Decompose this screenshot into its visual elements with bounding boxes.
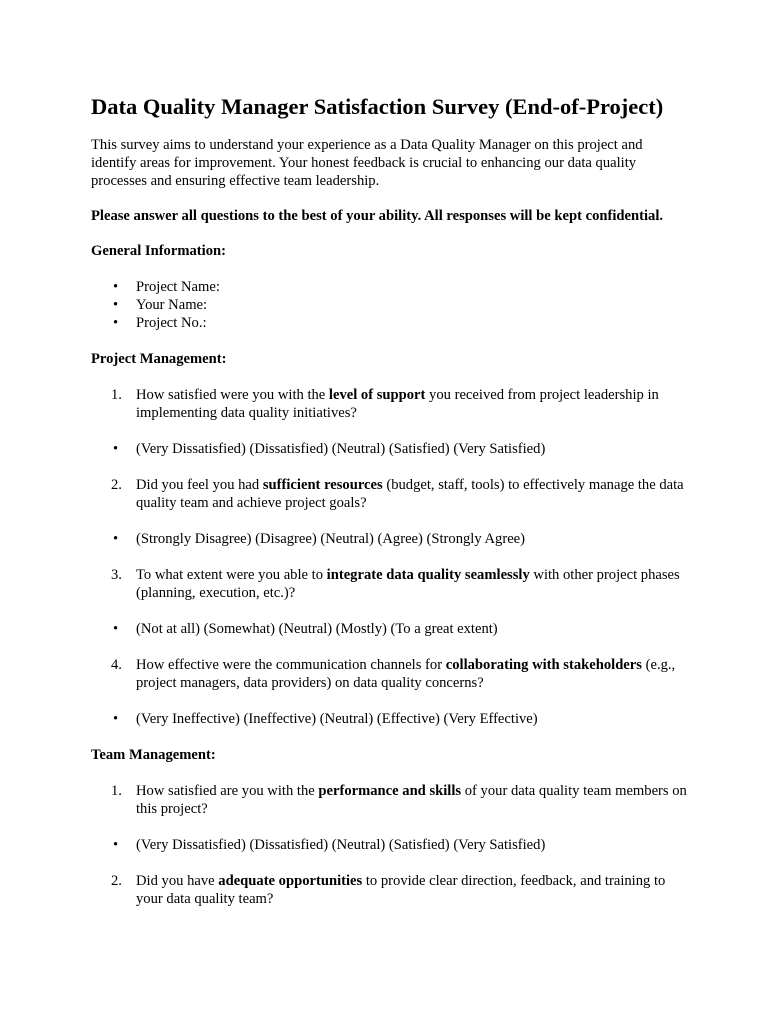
question-text-pre: Did you have [136,873,219,889]
general-info-list [91,278,691,332]
pm-question-2 [91,476,691,512]
question-text-pre: How satisfied were you with the [136,387,329,403]
question-text-post: of your data quality team members on this project? [136,783,687,817]
question-text-pre: How satisfied are you with the [136,783,319,799]
question-text-post: to provide clear direction, feedback, and training to your data quality team? [136,873,666,907]
question-text-bold: sufficient resources [262,477,383,493]
question-number: 1. [111,387,122,403]
question-text-post: you received from project leadership in implementing data quality initiatives? [136,387,659,421]
list-item-your-name: • Your Name: [91,296,691,314]
question-text-pre: How effective were the communication channels for [136,657,446,673]
pm-answer-options-4: • (Very Ineffective) (Ineffective) (Neutral) (Effective) (Very Effective) [91,710,691,728]
question-text-bold: performance and skills [318,783,462,799]
question-text-bold: integrate data quality seamlessly [326,567,530,583]
tm-question-1 [91,782,691,818]
section-heading-general: General Information: [91,243,226,259]
pm-question-3 [91,566,691,602]
document-content [91,93,691,926]
pm-answer-options-2: • (Strongly Disagree) (Disagree) (Neutral) (Agree) (Strongly Agree) [91,530,691,548]
question-number: 2. [111,477,122,493]
pm-question-1 [91,386,691,422]
intro-paragraph: This survey aims to understand your experience as a Data Quality Manager on this project and identify areas for improvement. Your honest feedback is crucial to enhancing our data quality processes and ensuring effective team leadership. [91,137,643,189]
question-text-pre: To what extent were you able to [136,567,327,583]
question-text-bold: level of support [328,387,426,403]
question-number: 3. [111,567,122,583]
list-item-project-no: • Project No.: [91,314,691,332]
section-heading-team-management: Team Management: [91,747,216,763]
pm-answer-options-3: • (Not at all) (Somewhat) (Neutral) (Mostly) (To a great extent) [91,620,691,638]
question-number: 4. [111,657,122,673]
list-item-project-name: • Project Name: [91,278,691,296]
section-heading-project-management: Project Management: [91,351,227,367]
tm-answer-options-1: • (Very Dissatisfied) (Dissatisfied) (Neutral) (Satisfied) (Very Satisfied) [91,836,691,854]
question-text-pre: Did you feel you had [136,477,263,493]
question-number: 1. [111,783,122,799]
question-text-post: with other project phases (planning, execution, etc.)? [136,567,680,601]
page-title: Data Quality Manager Satisfaction Survey (End-of-Project) [91,94,664,119]
pm-answer-options-1: • (Very Dissatisfied) (Dissatisfied) (Neutral) (Satisfied) (Very Satisfied) [91,440,691,458]
question-text-post: (budget, staff, tools) to effectively manage the data quality team and achieve project goals? [136,477,684,511]
pm-question-4 [91,656,691,692]
tm-question-2 [91,872,691,908]
question-text-post: (e.g., project managers, data providers) on data quality concerns? [136,657,676,691]
question-text-bold: collaborating with stakeholders [445,657,642,673]
instruction-paragraph: Please answer all questions to the best of your ability. All responses will be kept confidential. [91,208,664,224]
question-number: 2. [111,873,122,889]
question-text-bold: adequate opportunities [218,873,363,889]
